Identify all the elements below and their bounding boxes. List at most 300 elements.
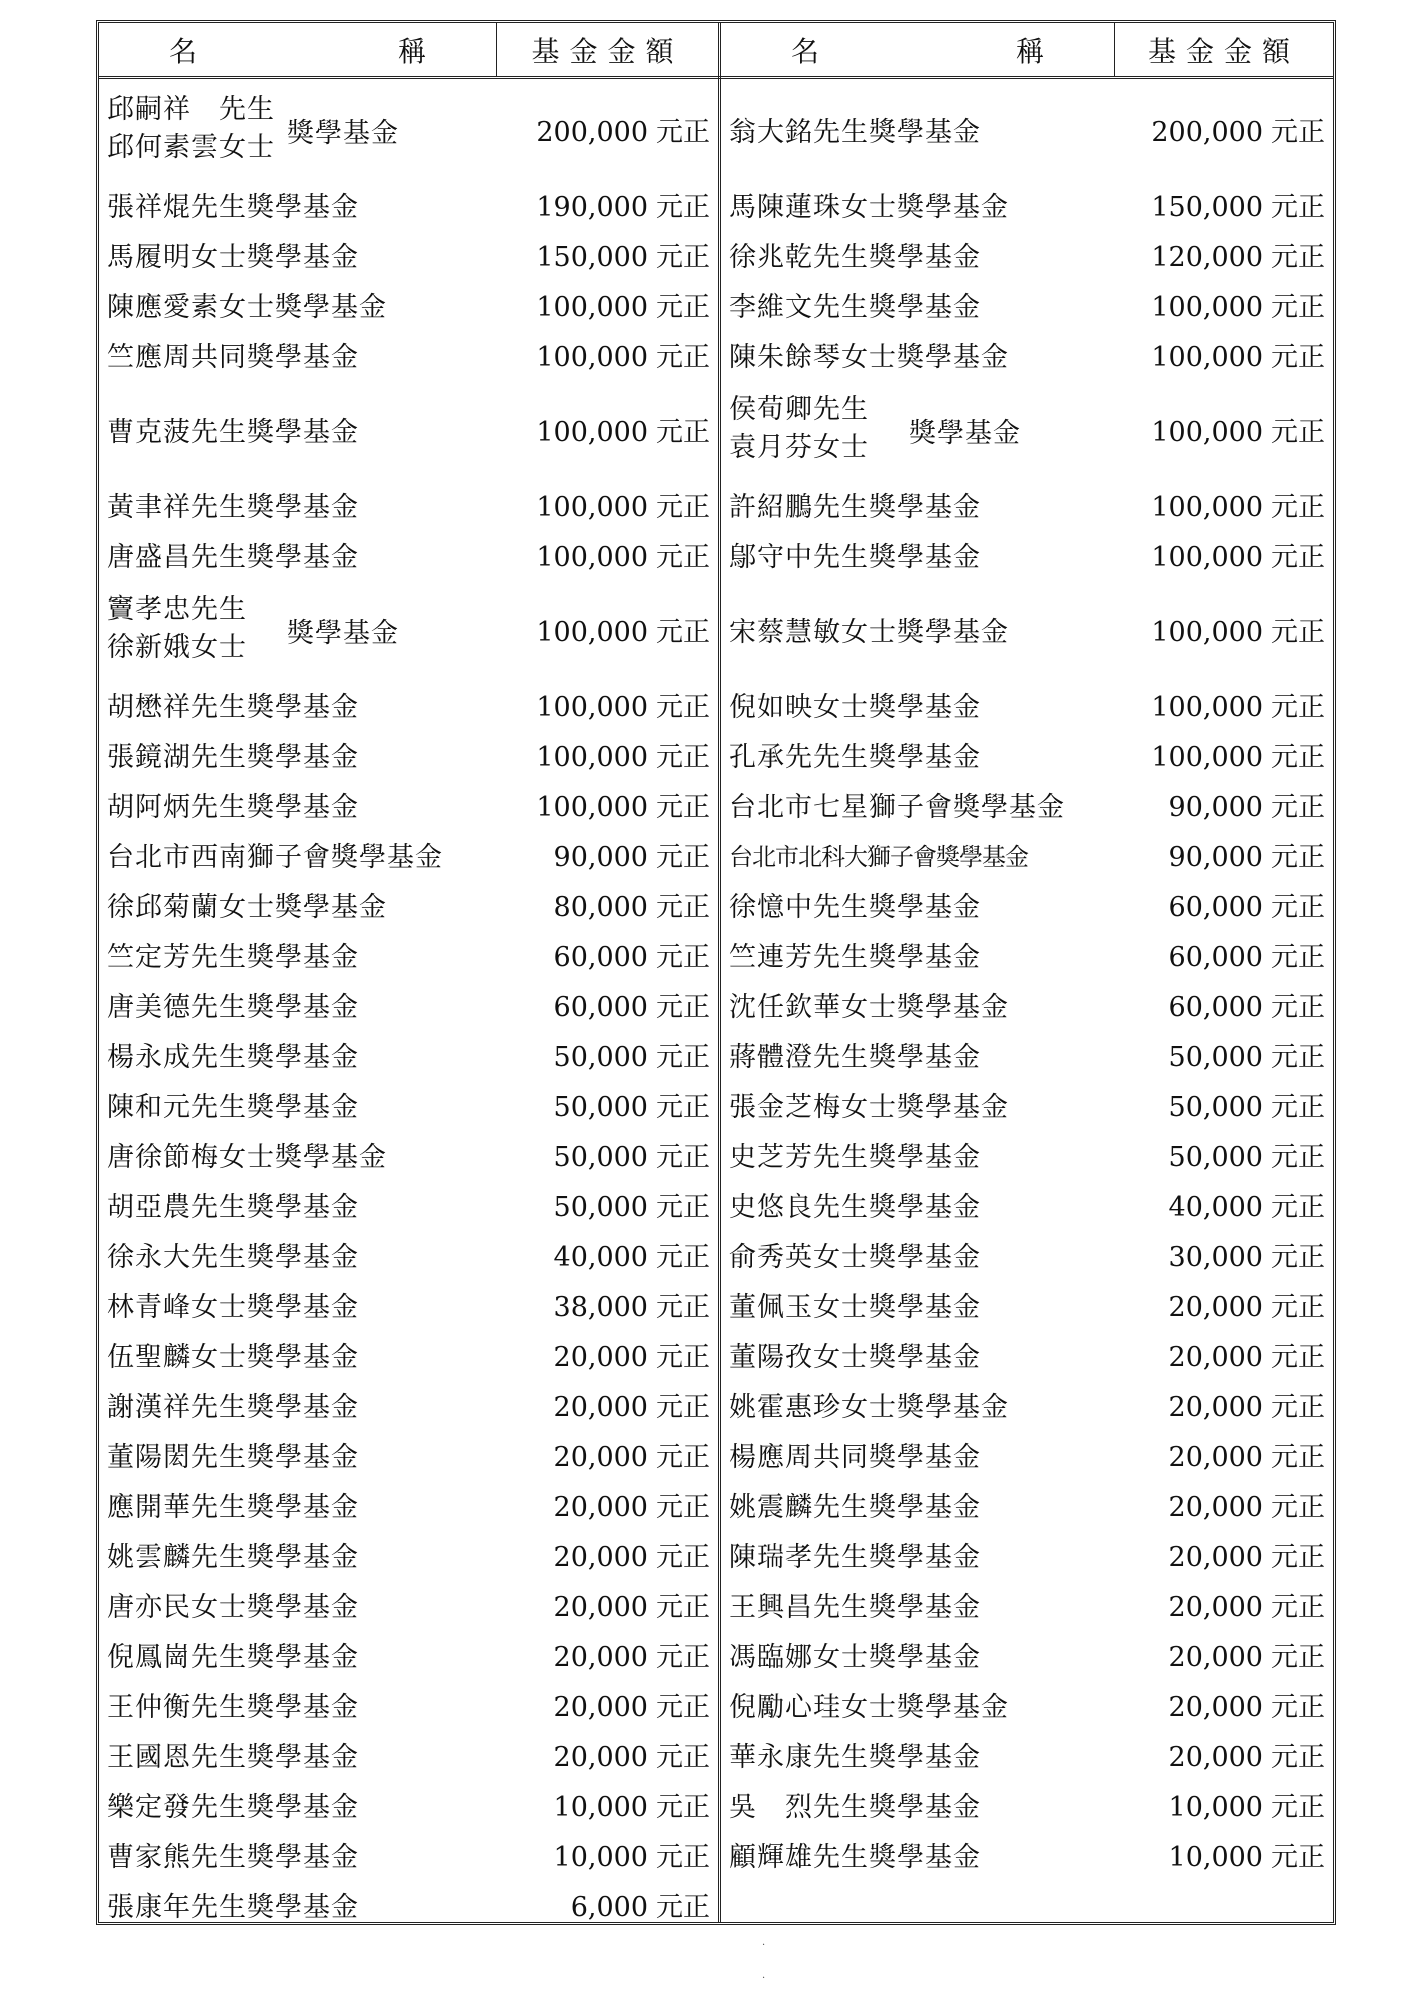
table-row xyxy=(721,1379,1333,1429)
amount-unit: 元正 xyxy=(1271,416,1325,448)
amount-unit: 元正 xyxy=(1271,1041,1325,1073)
fund-name xyxy=(107,91,399,167)
fund-amount xyxy=(1169,935,1325,974)
amount-value: 150,000 xyxy=(536,241,648,273)
fund-name: 林青峰女士獎學基金 xyxy=(107,1291,359,1323)
amount-value: 90,000 xyxy=(553,841,648,873)
amount-value: 100,000 xyxy=(536,416,648,448)
fund-name: 伍聖麟女士獎學基金 xyxy=(107,1341,359,1373)
amount-value: 20,000 xyxy=(553,1541,648,1573)
table-row xyxy=(99,1279,718,1329)
amount-value: 50,000 xyxy=(1168,1041,1263,1073)
fund-name: 倪如映女士獎學基金 xyxy=(729,691,981,723)
fund-name: 張祥焜先生獎學基金 xyxy=(107,191,359,223)
amount-unit: 元正 xyxy=(656,1691,710,1723)
amount-unit: 元正 xyxy=(1271,791,1325,823)
fund-name xyxy=(729,391,1021,467)
fund-name: 唐徐節梅女士獎學基金 xyxy=(107,1141,387,1173)
fund-name: 竺應周共同獎學基金 xyxy=(107,341,359,373)
fund-amount xyxy=(554,1535,710,1574)
table-row xyxy=(721,1479,1333,1529)
amount-value: 80,000 xyxy=(553,891,648,923)
amount-value: 10,000 xyxy=(553,1791,648,1823)
table-row xyxy=(99,1879,718,1929)
table-row xyxy=(721,679,1333,729)
amount-value: 190,000 xyxy=(536,191,648,223)
table-row xyxy=(99,1179,718,1229)
amount-value: 120,000 xyxy=(1151,241,1263,273)
table-row xyxy=(99,279,718,329)
fund-name: 馬履明女士獎學基金 xyxy=(107,241,359,273)
amount-unit: 元正 xyxy=(1271,1341,1325,1373)
fund-amount xyxy=(1169,835,1325,874)
fund-name: 陳和元先生獎學基金 xyxy=(107,1091,359,1123)
fund-amount xyxy=(554,1435,710,1474)
amount-unit: 元正 xyxy=(656,1891,710,1923)
fund-name-line1: 竇孝忠先生 xyxy=(107,594,247,625)
fund-amount xyxy=(536,235,710,274)
table-row xyxy=(721,579,1333,679)
fund-name: 宋蔡慧敏女士獎學基金 xyxy=(729,616,1009,648)
amount-value: 100,000 xyxy=(536,791,648,823)
amount-value: 20,000 xyxy=(1168,1291,1263,1323)
amount-value: 100,000 xyxy=(536,691,648,723)
fund-name: 沈任欽華女士獎學基金 xyxy=(729,991,1009,1023)
table-row xyxy=(99,1229,718,1279)
fund-name: 陳應愛素女士獎學基金 xyxy=(107,291,387,323)
amount-unit: 元正 xyxy=(656,616,710,648)
amount-value: 60,000 xyxy=(553,941,648,973)
amount-unit: 元正 xyxy=(1271,1591,1325,1623)
header-name-char1: 名 xyxy=(791,34,820,68)
amount-value: 20,000 xyxy=(553,1691,648,1723)
table-row xyxy=(99,479,718,529)
amount-unit: 元正 xyxy=(1271,1791,1325,1823)
fund-name: 姚震麟先生獎學基金 xyxy=(729,1491,981,1523)
amount-unit: 元正 xyxy=(656,341,710,373)
amount-unit: 元正 xyxy=(656,1641,710,1673)
fund-name: 姚雲麟先生獎學基金 xyxy=(107,1541,359,1573)
fund-name: 王仲衡先生獎學基金 xyxy=(107,1691,359,1723)
amount-value: 30,000 xyxy=(1168,1241,1263,1273)
amount-value: 100,000 xyxy=(1151,416,1263,448)
fund-amount xyxy=(1169,1135,1325,1174)
amount-value: 100,000 xyxy=(536,341,648,373)
fund-amount xyxy=(536,485,710,524)
amount-value: 50,000 xyxy=(553,1191,648,1223)
amount-unit: 元正 xyxy=(1271,991,1325,1023)
fund-name-line2: 袁月芬女士 xyxy=(729,432,869,463)
fund-amount xyxy=(1151,535,1325,574)
amount-value: 20,000 xyxy=(1168,1741,1263,1773)
amount-unit: 元正 xyxy=(656,1091,710,1123)
amount-unit: 元正 xyxy=(656,791,710,823)
fund-name: 董佩玉女士獎學基金 xyxy=(729,1291,981,1323)
fund-name: 陳朱餘琴女士獎學基金 xyxy=(729,341,1009,373)
amount-unit: 元正 xyxy=(1271,341,1325,373)
fund-name: 鄔守中先生獎學基金 xyxy=(729,541,981,573)
table-row xyxy=(99,1329,718,1379)
amount-value: 100,000 xyxy=(536,491,648,523)
amount-unit: 元正 xyxy=(1271,1841,1325,1873)
header-name-char2: 稱 xyxy=(1015,34,1044,68)
fund-name: 史芝芳先生獎學基金 xyxy=(729,1141,981,1173)
table-row xyxy=(721,729,1333,779)
amount-unit: 元正 xyxy=(656,1341,710,1373)
fund-name: 樂定發先生獎學基金 xyxy=(107,1791,359,1823)
table-row xyxy=(721,879,1333,929)
amount-unit: 元正 xyxy=(656,841,710,873)
amount-value: 100,000 xyxy=(1151,291,1263,323)
amount-unit: 元正 xyxy=(656,1291,710,1323)
fund-name: 許紹鵬先生獎學基金 xyxy=(729,491,981,523)
fund-name: 胡懋祥先生獎學基金 xyxy=(107,691,359,723)
header-name-right xyxy=(721,23,1114,76)
table-row xyxy=(99,829,718,879)
amount-value: 100,000 xyxy=(1151,341,1263,373)
left-column xyxy=(99,79,718,1929)
amount-unit: 元正 xyxy=(1271,1291,1325,1323)
amount-unit: 元正 xyxy=(656,941,710,973)
table-row xyxy=(99,79,718,179)
fund-name: 蔣體澄先生獎學基金 xyxy=(729,1041,981,1073)
table-row xyxy=(99,1629,718,1679)
table-row xyxy=(99,879,718,929)
amount-unit: 元正 xyxy=(656,1391,710,1423)
amount-value: 20,000 xyxy=(553,1341,648,1373)
fund-amount xyxy=(1151,735,1325,774)
amount-unit: 元正 xyxy=(1271,1091,1325,1123)
fund-amount xyxy=(536,685,710,724)
amount-value: 20,000 xyxy=(1168,1341,1263,1373)
fund-amount xyxy=(1169,985,1325,1024)
fund-name: 竺連芳先生獎學基金 xyxy=(729,941,981,973)
header-name-char1: 名 xyxy=(169,34,198,68)
amount-unit: 元正 xyxy=(1271,291,1325,323)
fund-amount xyxy=(554,1035,710,1074)
table-row xyxy=(99,1479,718,1529)
table-row xyxy=(99,929,718,979)
amount-value: 6,000 xyxy=(570,1891,648,1923)
fund-name: 張康年先生獎學基金 xyxy=(107,1891,359,1923)
amount-unit: 元正 xyxy=(656,1491,710,1523)
header-name-left xyxy=(99,23,496,76)
right-column xyxy=(721,79,1333,1879)
amount-value: 50,000 xyxy=(553,1041,648,1073)
fund-amount xyxy=(1151,185,1325,224)
table-row xyxy=(721,1279,1333,1329)
amount-value: 150,000 xyxy=(1151,191,1263,223)
table-row xyxy=(721,1179,1333,1229)
fund-amount xyxy=(536,285,710,324)
amount-unit: 元正 xyxy=(1271,741,1325,773)
amount-unit: 元正 xyxy=(1271,1141,1325,1173)
amount-value: 100,000 xyxy=(1151,741,1263,773)
fund-name: 胡阿炳先生獎學基金 xyxy=(107,791,359,823)
fund-name: 台北市西南獅子會獎學基金 xyxy=(107,841,443,873)
fund-amount xyxy=(536,785,710,824)
table-row xyxy=(99,1529,718,1579)
fund-amount xyxy=(554,1485,710,1524)
table-row xyxy=(721,1329,1333,1379)
amount-unit: 元正 xyxy=(1271,116,1325,148)
fund-name: 史悠良先生獎學基金 xyxy=(729,1191,981,1223)
table-row xyxy=(721,1529,1333,1579)
fund-name: 應開華先生獎學基金 xyxy=(107,1491,359,1523)
fund-amount xyxy=(1169,1485,1325,1524)
table-row xyxy=(99,329,718,379)
table-row xyxy=(99,179,718,229)
fund-amount xyxy=(554,1635,710,1674)
fund-name: 徐邱菊蘭女士獎學基金 xyxy=(107,891,387,923)
table-row xyxy=(721,1429,1333,1479)
table-row xyxy=(721,1729,1333,1779)
table-row xyxy=(721,479,1333,529)
fund-name: 曹家熊先生獎學基金 xyxy=(107,1841,359,1873)
fund-name: 俞秀英女士獎學基金 xyxy=(729,1241,981,1273)
table-row xyxy=(721,829,1333,879)
fund-name: 王國恩先生獎學基金 xyxy=(107,1741,359,1773)
amount-unit: 元正 xyxy=(1271,941,1325,973)
scan-mark: · xyxy=(762,1973,766,1984)
amount-unit: 元正 xyxy=(656,1441,710,1473)
fund-amount xyxy=(1169,1085,1325,1124)
table-row xyxy=(99,729,718,779)
amount-unit: 元正 xyxy=(1271,1641,1325,1673)
amount-unit: 元正 xyxy=(656,691,710,723)
amount-value: 20,000 xyxy=(1168,1591,1263,1623)
table-row xyxy=(99,1679,718,1729)
amount-unit: 元正 xyxy=(656,541,710,573)
amount-unit: 元正 xyxy=(656,1241,710,1273)
table-row xyxy=(721,979,1333,1029)
fund-amount xyxy=(536,735,710,774)
amount-unit: 元正 xyxy=(1271,891,1325,923)
amount-value: 20,000 xyxy=(1168,1491,1263,1523)
amount-unit: 元正 xyxy=(1271,1541,1325,1573)
fund-name: 翁大銘先生獎學基金 xyxy=(729,116,981,148)
fund-amount xyxy=(554,1135,710,1174)
amount-unit: 元正 xyxy=(1271,1441,1325,1473)
fund-name: 倪鳳崗先生獎學基金 xyxy=(107,1641,359,1673)
table-row xyxy=(721,529,1333,579)
fund-amount xyxy=(536,185,710,224)
fund-amount xyxy=(554,1335,710,1374)
table-row xyxy=(721,1779,1333,1829)
fund-name: 董陽閎先生獎學基金 xyxy=(107,1441,359,1473)
fund-amount xyxy=(1169,1785,1325,1824)
amount-unit: 元正 xyxy=(656,191,710,223)
fund-amount xyxy=(1169,1185,1325,1224)
fund-name: 王興昌先生獎學基金 xyxy=(729,1591,981,1623)
amount-unit: 元正 xyxy=(656,291,710,323)
amount-value: 100,000 xyxy=(536,291,648,323)
amount-value: 60,000 xyxy=(1168,891,1263,923)
scan-mark: · xyxy=(762,1940,766,1951)
amount-unit: 元正 xyxy=(656,1541,710,1573)
amount-value: 10,000 xyxy=(553,1841,648,1873)
fund-amount xyxy=(554,1185,710,1224)
amount-value: 50,000 xyxy=(1168,1091,1263,1123)
fund-name: 台北市北科大獅子會獎學基金 xyxy=(729,842,1028,871)
fund-amount xyxy=(1151,335,1325,374)
fund-amount xyxy=(1151,410,1325,449)
fund-amount xyxy=(1151,610,1325,649)
fund-amount xyxy=(571,1885,710,1924)
header-name-char2: 稱 xyxy=(397,34,426,68)
fund-name: 華永康先生獎學基金 xyxy=(729,1741,981,1773)
amount-value: 90,000 xyxy=(1168,841,1263,873)
fund-amount xyxy=(1169,1035,1325,1074)
amount-value: 60,000 xyxy=(1168,941,1263,973)
fund-amount xyxy=(554,1785,710,1824)
amount-unit: 元正 xyxy=(1271,841,1325,873)
fund-amount xyxy=(554,1685,710,1724)
amount-unit: 元正 xyxy=(1271,1191,1325,1223)
fund-name-suffix: 獎學基金 xyxy=(287,118,399,149)
fund-amount xyxy=(1169,1685,1325,1724)
amount-unit: 元正 xyxy=(656,1591,710,1623)
table-row xyxy=(721,1829,1333,1879)
fund-amount xyxy=(1151,235,1325,274)
table-row xyxy=(721,779,1333,829)
table-row xyxy=(721,1229,1333,1279)
fund-table xyxy=(96,20,1336,1925)
table-row xyxy=(99,1779,718,1829)
amount-unit: 元正 xyxy=(656,1841,710,1873)
amount-value: 38,000 xyxy=(553,1291,648,1323)
amount-unit: 元正 xyxy=(1271,1391,1325,1423)
table-row xyxy=(99,1429,718,1479)
fund-amount xyxy=(554,1385,710,1424)
amount-value: 20,000 xyxy=(1168,1441,1263,1473)
fund-amount xyxy=(1169,1385,1325,1424)
amount-unit: 元正 xyxy=(1271,491,1325,523)
amount-value: 100,000 xyxy=(1151,541,1263,573)
amount-value: 50,000 xyxy=(553,1141,648,1173)
amount-value: 60,000 xyxy=(1168,991,1263,1023)
fund-amount xyxy=(1169,1585,1325,1624)
table-row xyxy=(99,1729,718,1779)
table-row xyxy=(99,1579,718,1629)
fund-name: 唐美德先生獎學基金 xyxy=(107,991,359,1023)
fund-amount xyxy=(536,335,710,374)
table-row xyxy=(721,329,1333,379)
fund-name: 謝漢祥先生獎學基金 xyxy=(107,1391,359,1423)
fund-amount xyxy=(1169,1285,1325,1324)
amount-unit: 元正 xyxy=(656,241,710,273)
fund-amount xyxy=(1169,885,1325,924)
table-row xyxy=(721,229,1333,279)
fund-name: 胡亞農先生獎學基金 xyxy=(107,1191,359,1223)
amount-value: 10,000 xyxy=(1168,1841,1263,1873)
amount-unit: 元正 xyxy=(656,1791,710,1823)
fund-name: 曹克菠先生獎學基金 xyxy=(107,416,359,448)
table-row xyxy=(721,929,1333,979)
fund-name: 顧輝雄先生獎學基金 xyxy=(729,1841,981,1873)
amount-value: 20,000 xyxy=(553,1741,648,1773)
amount-value: 20,000 xyxy=(1168,1541,1263,1573)
fund-name: 徐兆乾先生獎學基金 xyxy=(729,241,981,273)
fund-name: 徐憶中先生獎學基金 xyxy=(729,891,981,923)
fund-name: 馬陳蓮珠女士獎學基金 xyxy=(729,191,1009,223)
fund-amount xyxy=(554,985,710,1024)
fund-name: 張金芝梅女士獎學基金 xyxy=(729,1091,1009,1123)
fund-name-line1: 侯荀卿先生 xyxy=(729,394,869,425)
fund-name-line2: 徐新娥女士 xyxy=(107,632,247,663)
fund-name-suffix: 獎學基金 xyxy=(909,418,1021,449)
amount-value: 100,000 xyxy=(536,741,648,773)
amount-value: 90,000 xyxy=(1168,791,1263,823)
fund-name: 黃聿祥先生獎學基金 xyxy=(107,491,359,523)
table-row xyxy=(99,579,718,679)
fund-name: 張鏡湖先生獎學基金 xyxy=(107,741,359,773)
table-row xyxy=(721,1579,1333,1629)
table-row xyxy=(99,1029,718,1079)
amount-unit: 元正 xyxy=(1271,691,1325,723)
table-row xyxy=(721,1029,1333,1079)
amount-value: 100,000 xyxy=(1151,491,1263,523)
fund-name: 楊應周共同獎學基金 xyxy=(729,1441,981,1473)
fund-amount xyxy=(554,1285,710,1324)
amount-value: 100,000 xyxy=(1151,616,1263,648)
fund-name: 唐亦民女士獎學基金 xyxy=(107,1591,359,1623)
fund-amount xyxy=(1169,1635,1325,1674)
amount-value: 20,000 xyxy=(1168,1391,1263,1423)
table-row xyxy=(99,779,718,829)
amount-value: 10,000 xyxy=(1168,1791,1263,1823)
fund-name-line2: 邱何素雲女士 xyxy=(107,132,275,163)
fund-amount xyxy=(536,110,710,149)
fund-name: 馮臨娜女士獎學基金 xyxy=(729,1641,981,1673)
table-row xyxy=(99,379,718,479)
fund-amount xyxy=(1151,110,1325,149)
fund-amount xyxy=(554,1585,710,1624)
amount-value: 20,000 xyxy=(1168,1691,1263,1723)
fund-amount xyxy=(1169,1335,1325,1374)
fund-amount xyxy=(1169,1735,1325,1774)
amount-value: 50,000 xyxy=(1168,1141,1263,1173)
fund-name: 董陽孜女士獎學基金 xyxy=(729,1341,981,1373)
fund-amount xyxy=(554,1235,710,1274)
table-row xyxy=(721,1079,1333,1129)
amount-value: 100,000 xyxy=(536,616,648,648)
amount-unit: 元正 xyxy=(656,491,710,523)
amount-unit: 元正 xyxy=(1271,1741,1325,1773)
table-row xyxy=(99,1379,718,1429)
fund-amount xyxy=(554,835,710,874)
amount-unit: 元正 xyxy=(1271,616,1325,648)
amount-unit: 元正 xyxy=(656,1041,710,1073)
table-row xyxy=(99,229,718,279)
header-amount-left: 基金金額 xyxy=(496,23,718,76)
amount-unit: 元正 xyxy=(1271,1241,1325,1273)
fund-amount xyxy=(536,410,710,449)
amount-value: 20,000 xyxy=(1168,1641,1263,1673)
table-row xyxy=(99,979,718,1029)
amount-value: 40,000 xyxy=(553,1241,648,1273)
amount-unit: 元正 xyxy=(1271,541,1325,573)
table-row xyxy=(721,79,1333,179)
amount-unit: 元正 xyxy=(1271,241,1325,273)
amount-value: 20,000 xyxy=(553,1441,648,1473)
table-header xyxy=(99,23,1333,79)
amount-value: 60,000 xyxy=(553,991,648,1023)
table-row xyxy=(721,379,1333,479)
table-row xyxy=(721,1129,1333,1179)
amount-unit: 元正 xyxy=(1271,1691,1325,1723)
table-row xyxy=(99,679,718,729)
